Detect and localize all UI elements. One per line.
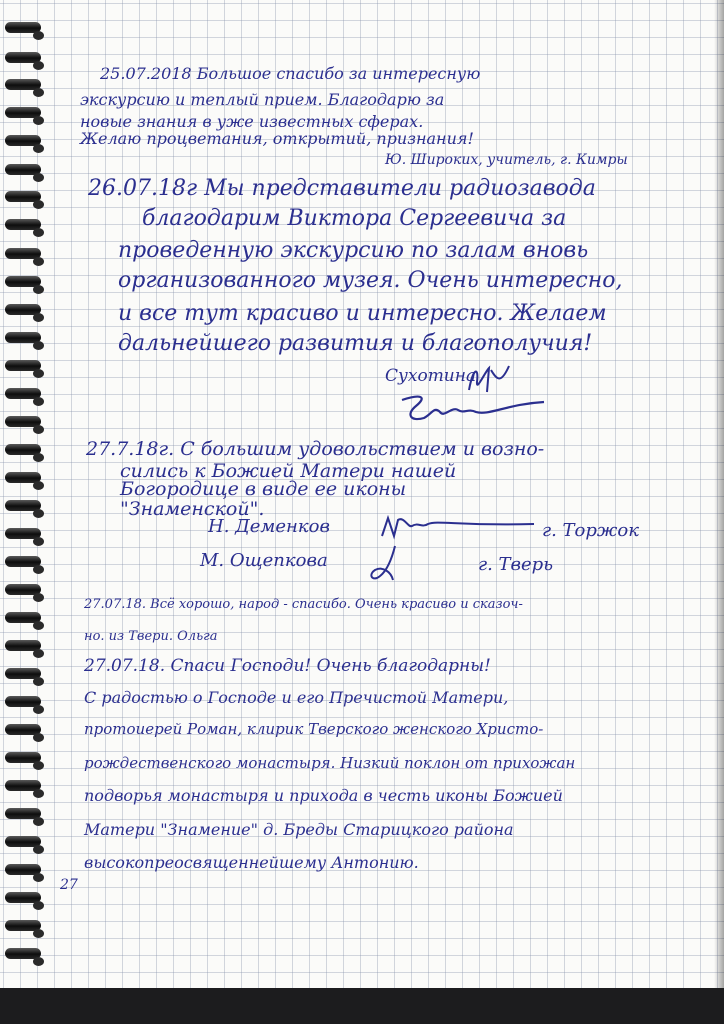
page-edge-shadow bbox=[714, 0, 724, 990]
entry-1-line-1: 25.07.2018 Большое спасибо за интересную bbox=[100, 64, 481, 83]
spiral-ring bbox=[5, 191, 45, 211]
spiral-ring bbox=[5, 332, 45, 352]
spiral-ring bbox=[5, 556, 45, 576]
spiral-ring bbox=[5, 836, 45, 856]
spiral-ring bbox=[5, 724, 45, 744]
entry-2-line-6: дальнейшего развития и благополучия! bbox=[118, 331, 593, 356]
entry-2-signature-2 bbox=[398, 392, 548, 426]
spiral-ring bbox=[5, 528, 45, 548]
entry-3-signer-1-name: Н. Деменков bbox=[208, 516, 330, 537]
spiral-binding bbox=[0, 0, 60, 990]
entry-1-line-2: экскурсию и теплый прием. Благодарю за bbox=[80, 90, 445, 109]
entry-5-line-2: С радостью о Господе и его Пречистой Матери, bbox=[84, 688, 509, 707]
entry-5-line-5: подворья монастыря и прихода в честь иконы Божией bbox=[84, 786, 563, 805]
spiral-ring bbox=[5, 864, 45, 884]
spiral-ring bbox=[5, 752, 45, 772]
entry-3-signer-1-city: г. Торжок bbox=[542, 520, 639, 541]
spiral-ring bbox=[5, 472, 45, 492]
entry-5-line-6: Матери "Знамение" д. Бреды Старицкого района bbox=[84, 820, 514, 839]
entry-4-line-2: но. из Твери. Ольга bbox=[84, 629, 218, 644]
entry-1-line-3: новые знания в уже известных сферах. bbox=[80, 112, 424, 131]
spiral-ring bbox=[5, 948, 45, 968]
spiral-ring bbox=[5, 668, 45, 688]
entry-3-signer-2-city: г. Тверь bbox=[478, 554, 553, 575]
entry-2-line-1: 26.07.18г Мы представители радиозавода bbox=[88, 176, 596, 201]
entry-2-line-3: проведенную экскурсию по залам вновь bbox=[118, 238, 589, 263]
entry-3-line-3: Богородице в виде ее иконы bbox=[120, 478, 407, 500]
entry-3-signature-1 bbox=[378, 512, 538, 542]
entry-2-line-4: организованного музея. Очень интересно, bbox=[118, 268, 623, 293]
entry-3-signer-2-name: М. Ощепкова bbox=[200, 550, 328, 571]
spiral-ring bbox=[5, 612, 45, 632]
entry-2-signature-1 bbox=[465, 362, 511, 396]
spiral-ring bbox=[5, 276, 45, 296]
spiral-ring bbox=[5, 500, 45, 520]
spiral-ring bbox=[5, 808, 45, 828]
entry-2-line-2: благодарим Виктора Сергеевича за bbox=[142, 206, 567, 231]
entry-4-line-1: 27.07.18. Всё хорошо, народ - спасибо. Очень красиво и сказоч- bbox=[84, 597, 523, 612]
spiral-ring bbox=[5, 219, 45, 239]
spiral-ring bbox=[5, 640, 45, 660]
entry-1-line-4: Желаю процветания, открытий, признания! bbox=[80, 129, 474, 148]
spiral-ring bbox=[5, 584, 45, 604]
spiral-ring bbox=[5, 444, 45, 464]
entry-3-signature-2 bbox=[365, 542, 405, 584]
entry-1-signature-line: Ю. Широких, учитель, г. Кимры bbox=[385, 152, 628, 168]
spiral-ring bbox=[5, 920, 45, 940]
spiral-ring bbox=[5, 135, 45, 155]
spiral-ring bbox=[5, 388, 45, 408]
entry-3-line-1: 27.7.18г. С большим удовольствием и возно- bbox=[86, 438, 545, 460]
entry-5-line-4: рождественского монастыря. Низкий поклон от прихожан bbox=[84, 754, 576, 772]
spiral-ring bbox=[5, 164, 45, 184]
entry-2-line-5: и все тут красиво и интересно. Желаем bbox=[118, 301, 607, 326]
entry-3-line-2: сились к Божией Матери нашей bbox=[120, 460, 457, 482]
spiral-ring bbox=[5, 22, 45, 42]
spiral-ring bbox=[5, 52, 45, 72]
page-number: 27 bbox=[60, 877, 78, 893]
spiral-ring bbox=[5, 107, 45, 127]
spiral-ring bbox=[5, 892, 45, 912]
page-bottom-edge bbox=[0, 988, 724, 1024]
entry-2-signer-name: Сухотина bbox=[385, 366, 477, 386]
spiral-ring bbox=[5, 416, 45, 436]
entry-3-line-4: "Знаменской". bbox=[120, 498, 265, 520]
spiral-ring bbox=[5, 696, 45, 716]
spiral-ring bbox=[5, 780, 45, 800]
entry-5-line-7: высокопреосвященнейшему Антонию. bbox=[84, 853, 419, 872]
spiral-ring bbox=[5, 304, 45, 324]
entry-5-line-3: протоиерей Роман, клирик Тверского женского Христо- bbox=[84, 720, 544, 738]
spiral-ring bbox=[5, 248, 45, 268]
spiral-ring bbox=[5, 360, 45, 380]
spiral-ring bbox=[5, 79, 45, 99]
entry-5-line-1: 27.07.18. Спаси Господи! Очень благодарны! bbox=[84, 656, 491, 676]
